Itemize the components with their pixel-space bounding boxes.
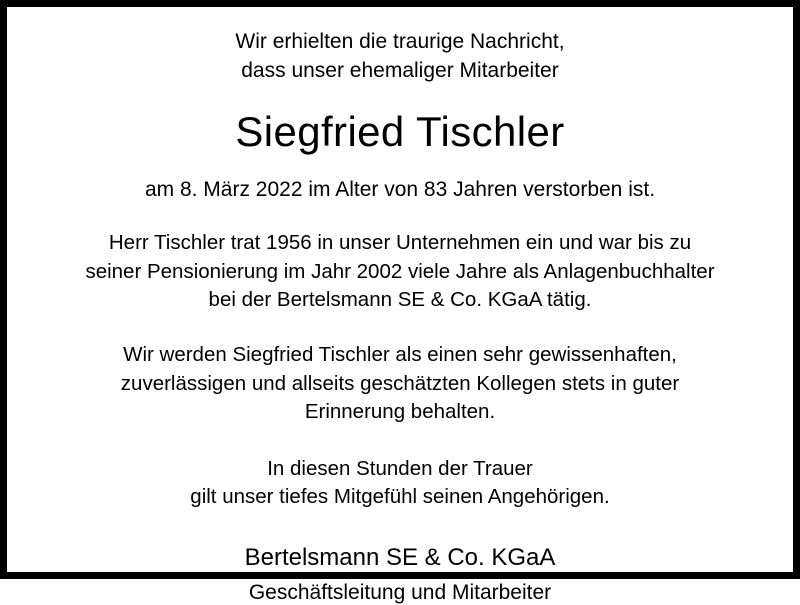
career-paragraph	[85, 229, 714, 314]
intro-line-2: dass unser ehemaliger Mitarbeiter	[241, 58, 559, 82]
career-line-2: seiner Pensionierung im Jahr 2002 viele Jahre als Anlagenbuchhalter	[85, 259, 715, 283]
remembrance-line-2: zuverlässigen und allseits geschätzten Kollegen stets in guter	[120, 371, 680, 395]
condolence-paragraph	[190, 455, 609, 512]
deceased-name: Siegfried Tischler	[235, 108, 565, 156]
condolence-line-2: gilt unser tiefes Mitgefühl seinen Angehörigen.	[190, 485, 610, 509]
intro-block	[235, 28, 564, 84]
remembrance-paragraph	[121, 341, 679, 426]
company-signatories: Geschäftsleitung und Mitarbeiter	[248, 580, 552, 604]
remembrance-line-1: Wir werden Siegfried Tischler als einen sehr gewissenhaften,	[123, 343, 677, 367]
intro-line-1: Wir erhielten die traurige Nachricht,	[235, 30, 565, 53]
company-name: Bertelsmann SE & Co. KGaA	[244, 543, 556, 571]
career-line-3: bei der Bertelsmann SE & Co. KGaA tätig.	[208, 288, 592, 311]
remembrance-line-3: Erinnerung behalten.	[304, 399, 496, 423]
career-line-1: Herr Tischler trat 1956 in unser Unternehmen ein und war bis zu	[108, 231, 692, 255]
death-date-line: am 8. März 2022 im Alter von 83 Jahren verstorben ist.	[144, 178, 656, 202]
condolence-line-1: In diesen Stunden der Trauer	[267, 457, 533, 481]
